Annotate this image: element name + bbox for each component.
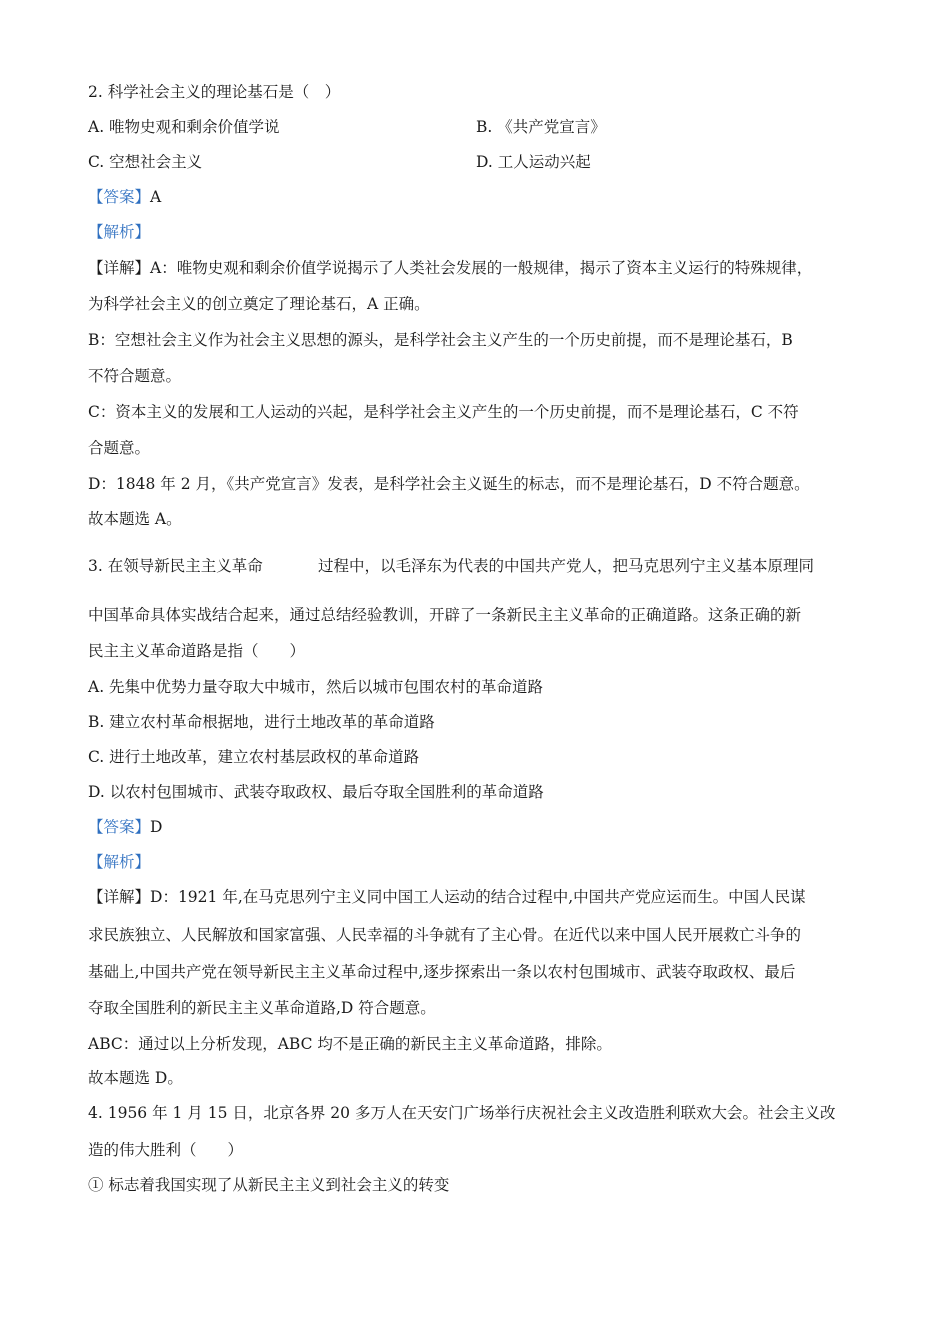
q3-detail-line: 夺取全国胜利的新民主主义革命道路,D 符合题意。 — [88, 999, 436, 1017]
q2-detail-tag: 【详解】 — [88, 259, 151, 277]
q2-answer-tag: 【答案】 — [88, 188, 151, 206]
q2-detail-line: C：资本主义的发展和工人运动的兴起，是科学社会主义产生的一个历史前提，而不是理论基石，C 不符 — [88, 403, 799, 421]
q3-detail-line — [88, 887, 806, 907]
q3-detail-text: D：1921 年,在马克思列宁主义同中国工人运动的结合过程中,中国共产党应运而生。中国人民谋 — [150, 888, 806, 906]
q2-answer-value: A — [150, 188, 162, 206]
q3-answer-tag: 【答案】 — [88, 818, 151, 836]
q3-option-d: D. 以农村包围城市、武装夺取政权、最后夺取全国胜利的革命道路 — [88, 783, 544, 801]
q3-option-a: A. 先集中优势力量夺取大中城市，然后以城市包围农村的革命道路 — [88, 678, 544, 696]
q3-stem-line: 民主主义革命道路是指（ ） — [88, 642, 306, 660]
q2-detail-line: B：空想社会主义作为社会主义思想的源头，是科学社会主义产生的一个历史前提，而不是理论基石，B — [88, 331, 793, 349]
q2-analysis-tag: 【解析】 — [88, 223, 151, 241]
q3-option-c: C. 进行土地改革，建立农村基层政权的革命道路 — [88, 748, 420, 766]
q2-option-c: C. 空想社会主义 — [88, 153, 203, 171]
q3-detail-line: ABC：通过以上分析发现，ABC 均不是正确的新民主主义革命道路，排除。 — [88, 1035, 612, 1053]
q2-detail-line: D：1848 年 2 月，《共产党宣言》发表，是科学社会主义诞生的标志，而不是理论基石，D 不符合题意。 — [88, 475, 810, 493]
q2-detail-text: A：唯物史观和剩余价值学说揭示了人类社会发展的一般规律，揭示了资本主义运行的特殊规律， — [150, 259, 813, 277]
q3-detail-line: 求民族独立、人民解放和国家富强、人民幸福的斗争就有了主心骨。在近代以来中国人民开展救亡斗争的 — [88, 926, 802, 944]
q2-option-d: D. 工人运动兴起 — [476, 153, 591, 171]
q2-conclusion: 故本题选 A。 — [88, 510, 182, 528]
q3-stem-part1: 3. 在领导新民主主义革命 — [88, 557, 263, 575]
q3-detail-tag: 【详解】 — [88, 888, 151, 906]
q2-detail-line: 为科学社会主义的创立奠定了理论基石，A 正确。 — [88, 295, 430, 313]
q2-detail-line — [88, 258, 812, 278]
q3-option-b: B. 建立农村革命根据地，进行土地改革的革命道路 — [88, 713, 435, 731]
q4-item-1: ① 标志着我国实现了从新民主主义到社会主义的转变 — [88, 1176, 450, 1194]
q4-stem-line: 4. 1956 年 1 月 15 日，北京各界 20 多万人在天安门广场举行庆祝社会主义改造胜利联欢大会。社会主义改 — [88, 1104, 836, 1122]
q3-stem-line: 中国革命具体实战结合起来，通过总结经验教训，开辟了一条新民主主义革命的正确道路。这条正确的新 — [88, 606, 802, 624]
q3-analysis-tag: 【解析】 — [88, 853, 151, 871]
q2-detail-line: 不符合题意。 — [88, 367, 182, 385]
q2-detail-line: 合题意。 — [88, 439, 151, 457]
q2-stem: 2. 科学社会主义的理论基石是（ ） — [88, 83, 341, 101]
q4-stem-line: 造的伟大胜利（ ） — [88, 1141, 244, 1159]
q2-option-a: A. 唯物史观和剩余价值学说 — [88, 118, 280, 136]
q3-answer-value: D — [150, 818, 163, 836]
q2-option-b: B. 《共产党宣言》 — [476, 118, 606, 136]
q2-answer — [88, 187, 161, 207]
q3-stem-part2: 过程中，以毛泽东为代表的中国共产党人，把马克思列宁主义基本原理同 — [318, 557, 815, 575]
q3-detail-line: 基础上,中国共产党在领导新民主主义革命过程中,逐步探索出一条以农村包围城市、武装夺取政权、最后 — [88, 963, 796, 981]
q3-conclusion: 故本题选 D。 — [88, 1069, 183, 1087]
q3-answer — [88, 817, 162, 837]
